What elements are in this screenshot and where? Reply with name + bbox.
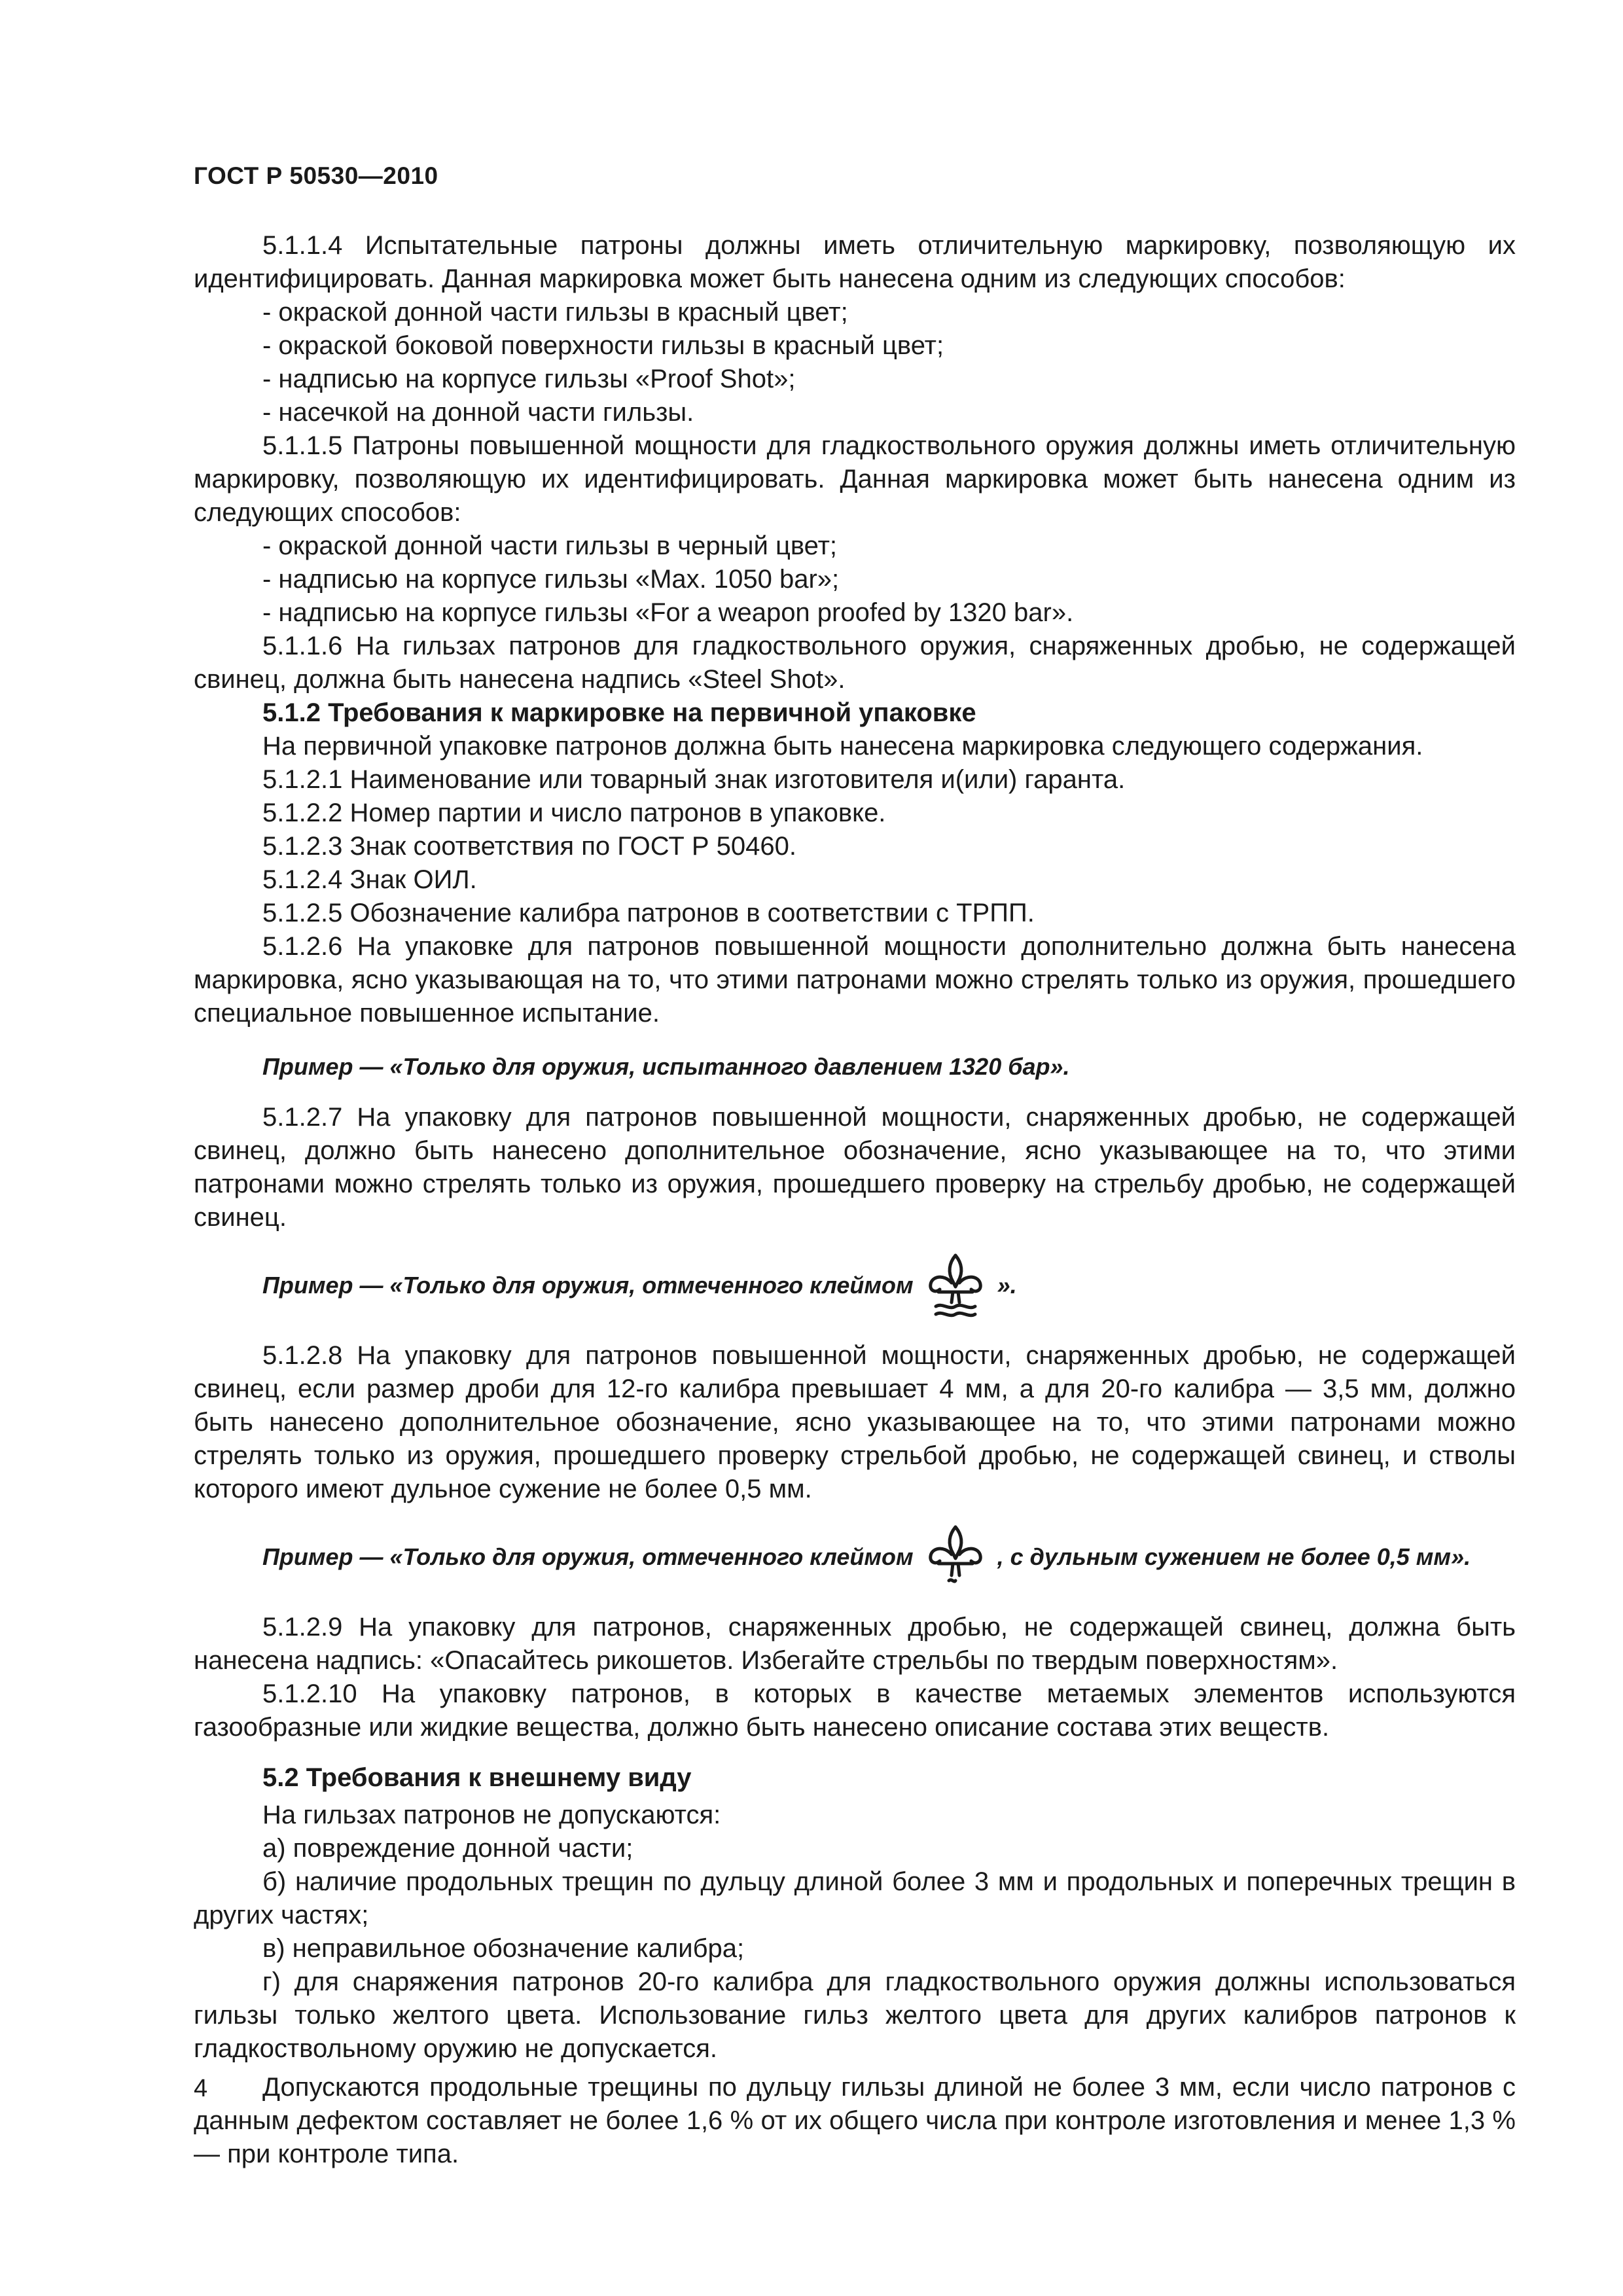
- example-note-with-mark: [194, 1251, 1516, 1319]
- paragraph-5-1-2-9: 5.1.2.9 На упаковку для патронов, снаряженных дробью, не содержащей свинец, должна быть нанесена надпись: «Опасайтесь рикошетов. Избегайте стрельбы по твердым поверхностям».: [194, 1613, 1516, 1675]
- list-item: 5.1.2.5 Обозначение калибра патронов в соответствии с ТРПП.: [262, 899, 1035, 927]
- paragraph-5-1-2-10: 5.1.2.10 На упаковку патронов, в которых в качестве метаемых элементов используются газообразные или жидкие вещества, должно быть нанесено описание состава этих веществ.: [194, 1679, 1516, 1742]
- paragraph-5-1-2-intro: На первичной упаковке патронов должна быть нанесена маркировка следующего содержания.: [262, 732, 1423, 761]
- list-item: - окраской боковой поверхности гильзы в красный цвет;: [262, 331, 944, 360]
- fleur-de-lis-proof-mark-icon: [925, 1251, 986, 1319]
- list-item: - надписью на корпусе гильзы «Proof Shot»;: [262, 365, 796, 393]
- paragraph-5-2-intro: На гильзах патронов не допускаются:: [262, 1801, 721, 1829]
- list-item: а) повреждение донной части;: [262, 1834, 633, 1863]
- section-heading-5-1-2: 5.1.2 Требования к маркировке на первичной упаковке: [262, 698, 976, 727]
- list-item: - окраской донной части гильзы в черный цвет;: [262, 531, 838, 560]
- example-text: ».: [997, 1272, 1017, 1299]
- example-text: Пример — «Только для оружия, отмеченного клеймом: [262, 1543, 914, 1570]
- list-item: 5.1.2.4 Знак ОИЛ.: [262, 865, 477, 894]
- list-item: г) для снаряжения патронов 20-го калибра для гладкоствольного оружия должны использоваться гильзы только желтого цвета. Использование гильз желтого цвета для других калибров патронов к гладкоствольному оружию не допускается.: [194, 1967, 1516, 2063]
- paragraph-5-1-2-6: 5.1.2.6 На упаковке для патронов повышенной мощности дополнительно должна быть нанесена маркировка, ясно указывающая на то, что этими патронами можно стрелять только из оружия, прошедшего специальное повышенное испытание.: [194, 932, 1516, 1028]
- paragraph-5-1-1-6: 5.1.1.6 На гильзах патронов для гладкоствольного оружия, снаряженных дробью, не содержащей свинец, должна быть нанесена надпись «Steel Shot».: [194, 632, 1516, 694]
- list-item: 5.1.2.3 Знак соответствия по ГОСТ Р 50460.: [262, 832, 796, 861]
- list-item: - насечкой на донной части гильзы.: [262, 398, 694, 427]
- paragraph-5-1-1-5: 5.1.1.5 Патроны повышенной мощности для гладкоствольного оружия должны иметь отличительную маркировку, позволяющую их идентифицировать. Данная маркировка может быть нанесена одним из следующих способов:: [194, 431, 1516, 527]
- list-item: б) наличие продольных трещин по дульцу длиной более 3 мм и продольных и поперечных трещин в других частях;: [194, 1867, 1516, 1929]
- list-item: 5.1.2.1 Наименование или товарный знак изготовителя и(или) гаранта.: [262, 765, 1126, 794]
- list-item: - окраской донной части гильзы в красный цвет;: [262, 298, 848, 327]
- document-header: ГОСТ Р 50530—2010: [194, 162, 438, 189]
- paragraph-5-1-2-8: 5.1.2.8 На упаковку для патронов повышенной мощности, снаряженных дробью, не содержащей свинец, если размер дроби для 12-го калибра превышает 4 мм, а для 20-го калибра — 3,5 мм, должно быть нанесено дополнительное обозначение, ясно указывающее на то, что этими патронами можно стрелять только из оружия, прошедшего проверку стрельбой дробью, не содержащей свинец, и стволы которого имеют дульное сужение не более 0,5 мм.: [194, 1341, 1516, 1503]
- paragraph-final: Допускаются продольные трещины по дульцу гильзы длиной не более 3 мм, если число патронов с данным дефектом составляет не более 1,6 % от их общего числа при контроле изготовления и менее 1,3 % — при контроле типа.: [194, 2073, 1516, 2168]
- list-item: - надписью на корпусе гильзы «Max. 1050 bar»;: [262, 565, 840, 594]
- example-text: , с дульным сужением не более 0,5 мм».: [997, 1543, 1471, 1570]
- section-heading-5-2: 5.2 Требования к внешнему виду: [262, 1763, 692, 1792]
- paragraph-5-1-1-4: 5.1.1.4 Испытательные патроны должны иметь отличительную маркировку, позволяющую их идентифицировать. Данная маркировка может быть нанесена одним из следующих способов:: [194, 231, 1516, 293]
- example-note: Пример — «Только для оружия, испытанного давлением 1320 бар».: [262, 1053, 1070, 1080]
- example-text: Пример — «Только для оружия, отмеченного клеймом: [262, 1272, 914, 1299]
- list-item: - надписью на корпусе гильзы «For a weapon proofed by 1320 bar».: [262, 598, 1074, 627]
- list-item: 5.1.2.2 Номер партии и число патронов в упаковке.: [262, 798, 886, 827]
- page-number: 4: [194, 2075, 208, 2102]
- paragraph-5-1-2-7: 5.1.2.7 На упаковку для патронов повышенной мощности, снаряженных дробью, не содержащей свинец, должно быть нанесено дополнительное обозначение, ясно указывающее на то, что этими патронами можно стрелять только из оружия, прошедшего проверку на стрельбу дробью, не содержащей свинец.: [194, 1103, 1516, 1232]
- fleur-de-lis-proof-mark-icon: [925, 1523, 986, 1591]
- example-note-with-mark: [194, 1523, 1516, 1591]
- document-body: [194, 229, 1516, 2171]
- list-item: в) неправильное обозначение калибра;: [262, 1934, 745, 1963]
